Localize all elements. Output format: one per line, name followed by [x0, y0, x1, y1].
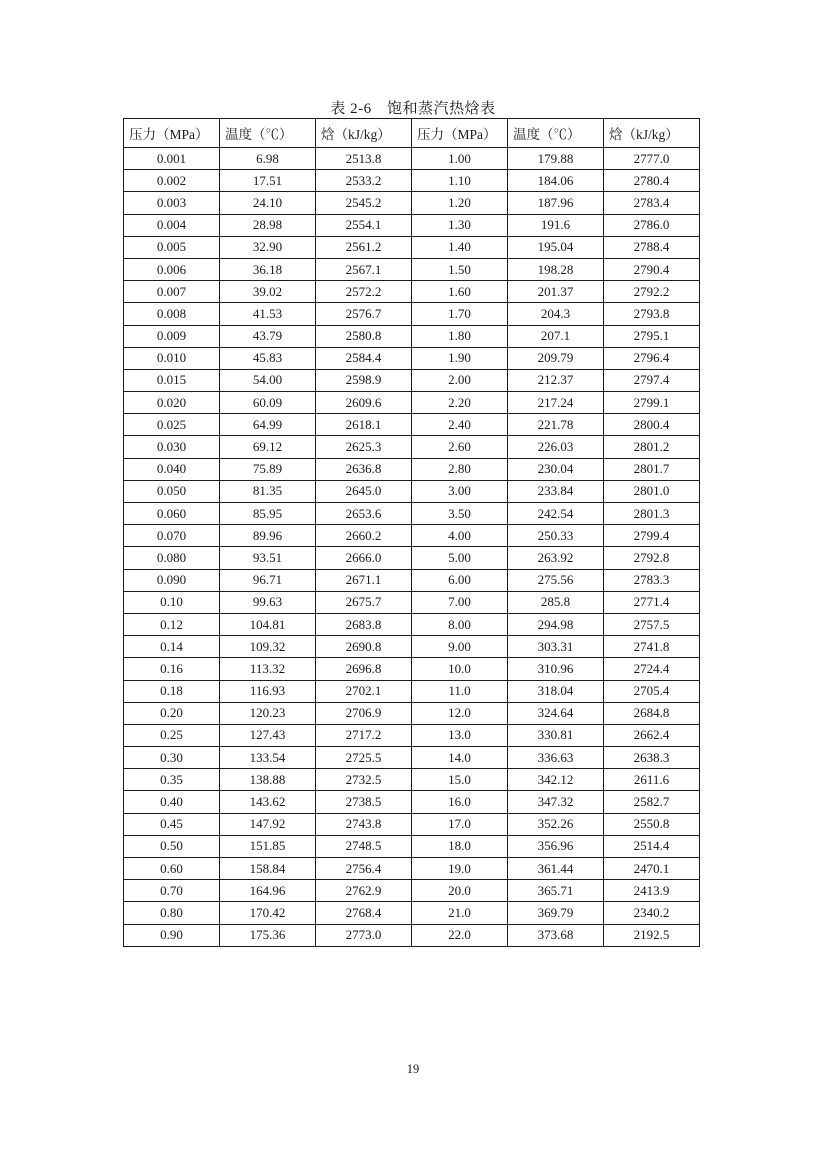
- table-cell: 2671.1: [316, 569, 412, 591]
- table-cell: 2611.6: [604, 769, 700, 791]
- table-cell: 2768.4: [316, 902, 412, 924]
- table-cell: 0.090: [124, 569, 220, 591]
- table-cell: 0.010: [124, 347, 220, 369]
- table-row: [124, 658, 700, 680]
- table-cell: 12.0: [412, 702, 508, 724]
- table-cell: 198.28: [508, 258, 604, 280]
- table-cell: 352.26: [508, 813, 604, 835]
- table-cell: 0.30: [124, 747, 220, 769]
- table-cell: 143.62: [220, 791, 316, 813]
- table-cell: 28.98: [220, 214, 316, 236]
- column-header: 压力（MPa）: [124, 119, 220, 148]
- table-cell: 85.95: [220, 503, 316, 525]
- table-cell: 0.005: [124, 236, 220, 258]
- table-cell: 212.37: [508, 369, 604, 391]
- table-cell: 0.80: [124, 902, 220, 924]
- table-cell: 10.0: [412, 658, 508, 680]
- table-header: [124, 119, 700, 148]
- column-header: 温度（℃）: [220, 119, 316, 148]
- table-cell: 2748.5: [316, 835, 412, 857]
- table-row: [124, 547, 700, 569]
- table-cell: 6.00: [412, 569, 508, 591]
- table-cell: 310.96: [508, 658, 604, 680]
- table-cell: 294.98: [508, 613, 604, 635]
- table-cell: 0.60: [124, 858, 220, 880]
- table-cell: 209.79: [508, 347, 604, 369]
- table-cell: 2340.2: [604, 902, 700, 924]
- table-cell: 0.16: [124, 658, 220, 680]
- table-cell: 2800.4: [604, 414, 700, 436]
- table-row: [124, 591, 700, 613]
- table-cell: 2696.8: [316, 658, 412, 680]
- table-cell: 303.31: [508, 636, 604, 658]
- table-cell: 81.35: [220, 480, 316, 502]
- table-cell: 2470.1: [604, 858, 700, 880]
- table-cell: 2580.8: [316, 325, 412, 347]
- table-cell: 324.64: [508, 702, 604, 724]
- table-cell: 2618.1: [316, 414, 412, 436]
- table-cell: 2662.4: [604, 724, 700, 746]
- table-cell: 2771.4: [604, 591, 700, 613]
- table-cell: 250.33: [508, 525, 604, 547]
- table-cell: 1.00: [412, 148, 508, 170]
- table-cell: 0.030: [124, 436, 220, 458]
- table-row: [124, 325, 700, 347]
- table-cell: 2738.5: [316, 791, 412, 813]
- table-cell: 2780.4: [604, 170, 700, 192]
- table-cell: 2801.7: [604, 458, 700, 480]
- table-row: [124, 192, 700, 214]
- table-cell: 2.60: [412, 436, 508, 458]
- table-cell: 2724.4: [604, 658, 700, 680]
- table-cell: 285.8: [508, 591, 604, 613]
- table-cell: 2756.4: [316, 858, 412, 880]
- table-cell: 147.92: [220, 813, 316, 835]
- table-cell: 0.050: [124, 480, 220, 502]
- table-cell: 18.0: [412, 835, 508, 857]
- table-cell: 1.20: [412, 192, 508, 214]
- table-cell: 36.18: [220, 258, 316, 280]
- table-cell: 2.20: [412, 392, 508, 414]
- table-cell: 2550.8: [604, 813, 700, 835]
- table-cell: 217.24: [508, 392, 604, 414]
- table-cell: 1.90: [412, 347, 508, 369]
- table-row: [124, 148, 700, 170]
- table-cell: 19.0: [412, 858, 508, 880]
- table-cell: 207.1: [508, 325, 604, 347]
- table-cell: 2.80: [412, 458, 508, 480]
- table-cell: 356.96: [508, 835, 604, 857]
- table-cell: 342.12: [508, 769, 604, 791]
- table-cell: 2783.4: [604, 192, 700, 214]
- table-cell: 361.44: [508, 858, 604, 880]
- table-row: [124, 347, 700, 369]
- table-cell: 0.25: [124, 724, 220, 746]
- table-cell: 21.0: [412, 902, 508, 924]
- table-row: [124, 214, 700, 236]
- table-cell: 2796.4: [604, 347, 700, 369]
- table-cell: 373.68: [508, 924, 604, 946]
- table-cell: 2653.6: [316, 503, 412, 525]
- table-cell: 2773.0: [316, 924, 412, 946]
- table-cell: 2645.0: [316, 480, 412, 502]
- table-row: [124, 503, 700, 525]
- table-cell: 75.89: [220, 458, 316, 480]
- table-cell: 1.40: [412, 236, 508, 258]
- table-cell: 13.0: [412, 724, 508, 746]
- table-cell: 2801.2: [604, 436, 700, 458]
- table-cell: 201.37: [508, 281, 604, 303]
- table-cell: 60.09: [220, 392, 316, 414]
- table-cell: 2795.1: [604, 325, 700, 347]
- table-cell: 221.78: [508, 414, 604, 436]
- column-header: 焓（kJ/kg）: [604, 119, 700, 148]
- table-row: [124, 880, 700, 902]
- table-title: 表 2-6 饱和蒸汽热焓表: [330, 101, 496, 117]
- table-cell: 3.00: [412, 480, 508, 502]
- table-cell: 1.80: [412, 325, 508, 347]
- table-cell: 2192.5: [604, 924, 700, 946]
- table-cell: 2790.4: [604, 258, 700, 280]
- table-cell: 2799.4: [604, 525, 700, 547]
- table-cell: 0.008: [124, 303, 220, 325]
- table-cell: 0.10: [124, 591, 220, 613]
- table-cell: 0.080: [124, 547, 220, 569]
- table-cell: 336.63: [508, 747, 604, 769]
- table-cell: 369.79: [508, 902, 604, 924]
- table-cell: 2801.3: [604, 503, 700, 525]
- table-cell: 2576.7: [316, 303, 412, 325]
- table-cell: 64.99: [220, 414, 316, 436]
- table-cell: 0.040: [124, 458, 220, 480]
- table-cell: 2567.1: [316, 258, 412, 280]
- table-cell: 175.36: [220, 924, 316, 946]
- table-cell: 0.70: [124, 880, 220, 902]
- table-row: [124, 525, 700, 547]
- table-cell: 24.10: [220, 192, 316, 214]
- table-cell: 0.50: [124, 835, 220, 857]
- table-cell: 184.06: [508, 170, 604, 192]
- table-cell: 22.0: [412, 924, 508, 946]
- table-row: [124, 414, 700, 436]
- table-cell: 1.50: [412, 258, 508, 280]
- table-row: [124, 458, 700, 480]
- table-cell: 2725.5: [316, 747, 412, 769]
- table-cell: 0.004: [124, 214, 220, 236]
- table-cell: 2561.2: [316, 236, 412, 258]
- table-cell: 17.0: [412, 813, 508, 835]
- table-cell: 41.53: [220, 303, 316, 325]
- table-cell: 2684.8: [604, 702, 700, 724]
- table-cell: 191.6: [508, 214, 604, 236]
- table-cell: 93.51: [220, 547, 316, 569]
- table-cell: 2513.8: [316, 148, 412, 170]
- table-row: [124, 902, 700, 924]
- table-cell: 2554.1: [316, 214, 412, 236]
- table-cell: 2799.1: [604, 392, 700, 414]
- table-cell: 2705.4: [604, 680, 700, 702]
- table-cell: 4.00: [412, 525, 508, 547]
- table-row: [124, 369, 700, 391]
- table-row: [124, 613, 700, 635]
- table-cell: 230.04: [508, 458, 604, 480]
- table-cell: 226.03: [508, 436, 604, 458]
- table-row: [124, 392, 700, 414]
- table-cell: 263.92: [508, 547, 604, 569]
- table-row: [124, 236, 700, 258]
- table-row: [124, 480, 700, 502]
- table-cell: 69.12: [220, 436, 316, 458]
- table-cell: 233.84: [508, 480, 604, 502]
- table-row: [124, 702, 700, 724]
- table-cell: 318.04: [508, 680, 604, 702]
- table-cell: 3.50: [412, 503, 508, 525]
- table-cell: 2.00: [412, 369, 508, 391]
- table-cell: 17.51: [220, 170, 316, 192]
- table-cell: 164.96: [220, 880, 316, 902]
- table-cell: 7.00: [412, 591, 508, 613]
- table-cell: 2717.2: [316, 724, 412, 746]
- table-cell: 0.40: [124, 791, 220, 813]
- table-row: [124, 835, 700, 857]
- saturated-steam-enthalpy-table: [123, 118, 700, 947]
- table-cell: 2545.2: [316, 192, 412, 214]
- table-cell: 0.015: [124, 369, 220, 391]
- table-cell: 1.70: [412, 303, 508, 325]
- table-row: [124, 813, 700, 835]
- table-cell: 195.04: [508, 236, 604, 258]
- table-cell: 2706.9: [316, 702, 412, 724]
- column-header: 温度（℃）: [508, 119, 604, 148]
- table-cell: 2788.4: [604, 236, 700, 258]
- table-cell: 2.40: [412, 414, 508, 436]
- table-cell: 0.12: [124, 613, 220, 635]
- table-cell: 104.81: [220, 613, 316, 635]
- table-cell: 0.35: [124, 769, 220, 791]
- table-cell: 2786.0: [604, 214, 700, 236]
- table-cell: 43.79: [220, 325, 316, 347]
- table-cell: 2638.3: [604, 747, 700, 769]
- table-cell: 2533.2: [316, 170, 412, 192]
- table-cell: 1.10: [412, 170, 508, 192]
- table-cell: 2625.3: [316, 436, 412, 458]
- table-cell: 127.43: [220, 724, 316, 746]
- table-cell: 0.025: [124, 414, 220, 436]
- table-row: [124, 170, 700, 192]
- table-cell: 8.00: [412, 613, 508, 635]
- table-cell: 204.3: [508, 303, 604, 325]
- table-cell: 2413.9: [604, 880, 700, 902]
- table-cell: 2797.4: [604, 369, 700, 391]
- table-cell: 0.007: [124, 281, 220, 303]
- table-cell: 2675.7: [316, 591, 412, 613]
- table-cell: 2598.9: [316, 369, 412, 391]
- table-cell: 330.81: [508, 724, 604, 746]
- table-cell: 0.060: [124, 503, 220, 525]
- table-cell: 2690.8: [316, 636, 412, 658]
- table-row: [124, 724, 700, 746]
- table-cell: 2777.0: [604, 148, 700, 170]
- table-cell: 1.60: [412, 281, 508, 303]
- table-cell: 133.54: [220, 747, 316, 769]
- table-cell: 96.71: [220, 569, 316, 591]
- table-cell: 2783.3: [604, 569, 700, 591]
- column-header: 焓（kJ/kg）: [316, 119, 412, 148]
- table-cell: 0.45: [124, 813, 220, 835]
- table-row: [124, 924, 700, 946]
- table-cell: 0.003: [124, 192, 220, 214]
- table-cell: 2757.5: [604, 613, 700, 635]
- table-row: [124, 791, 700, 813]
- table-cell: 347.32: [508, 791, 604, 813]
- table-cell: 179.88: [508, 148, 604, 170]
- table-cell: 120.23: [220, 702, 316, 724]
- table-cell: 0.90: [124, 924, 220, 946]
- table-cell: 2666.0: [316, 547, 412, 569]
- table-row: [124, 680, 700, 702]
- table-cell: 45.83: [220, 347, 316, 369]
- table-cell: 15.0: [412, 769, 508, 791]
- table-cell: 32.90: [220, 236, 316, 258]
- table-cell: 2762.9: [316, 880, 412, 902]
- column-header: 压力（MPa）: [412, 119, 508, 148]
- table-cell: 113.32: [220, 658, 316, 680]
- table-row: [124, 303, 700, 325]
- table-cell: 2801.0: [604, 480, 700, 502]
- table-cell: 0.002: [124, 170, 220, 192]
- table-cell: 275.56: [508, 569, 604, 591]
- table-cell: 2702.1: [316, 680, 412, 702]
- table-cell: 116.93: [220, 680, 316, 702]
- table-cell: 2792.2: [604, 281, 700, 303]
- table-cell: 2660.2: [316, 525, 412, 547]
- table-cell: 2514.4: [604, 835, 700, 857]
- table-cell: 99.63: [220, 591, 316, 613]
- table-cell: 170.42: [220, 902, 316, 924]
- table-cell: 5.00: [412, 547, 508, 569]
- table-cell: 365.71: [508, 880, 604, 902]
- table-cell: 138.88: [220, 769, 316, 791]
- table-cell: 242.54: [508, 503, 604, 525]
- table-cell: 187.96: [508, 192, 604, 214]
- table-cell: 0.18: [124, 680, 220, 702]
- table-cell: 6.98: [220, 148, 316, 170]
- table-cell: 2609.6: [316, 392, 412, 414]
- header-row: [124, 119, 700, 148]
- table-cell: 0.001: [124, 148, 220, 170]
- table-cell: 2683.8: [316, 613, 412, 635]
- table-cell: 158.84: [220, 858, 316, 880]
- table-cell: 0.006: [124, 258, 220, 280]
- table-body: [124, 148, 700, 947]
- table-row: [124, 258, 700, 280]
- table-cell: 11.0: [412, 680, 508, 702]
- table-cell: 1.30: [412, 214, 508, 236]
- page-number: 19: [406, 1062, 420, 1076]
- table-cell: 2584.4: [316, 347, 412, 369]
- table-row: [124, 436, 700, 458]
- table-row: [124, 858, 700, 880]
- table-cell: 2792.8: [604, 547, 700, 569]
- table-cell: 9.00: [412, 636, 508, 658]
- table-cell: 0.020: [124, 392, 220, 414]
- table-cell: 109.32: [220, 636, 316, 658]
- table-cell: 2793.8: [604, 303, 700, 325]
- table-cell: 0.20: [124, 702, 220, 724]
- table-cell: 2741.8: [604, 636, 700, 658]
- table-cell: 0.14: [124, 636, 220, 658]
- table-row: [124, 281, 700, 303]
- table-cell: 151.85: [220, 835, 316, 857]
- table-cell: 20.0: [412, 880, 508, 902]
- table-row: [124, 636, 700, 658]
- table-cell: 54.00: [220, 369, 316, 391]
- table-cell: 89.96: [220, 525, 316, 547]
- table-cell: 2572.2: [316, 281, 412, 303]
- table-cell: 0.009: [124, 325, 220, 347]
- table-cell: 2732.5: [316, 769, 412, 791]
- table-row: [124, 569, 700, 591]
- table-row: [124, 769, 700, 791]
- table-row: [124, 747, 700, 769]
- table-cell: 14.0: [412, 747, 508, 769]
- table-cell: 39.02: [220, 281, 316, 303]
- table-cell: 16.0: [412, 791, 508, 813]
- table-cell: 2582.7: [604, 791, 700, 813]
- table-cell: 2636.8: [316, 458, 412, 480]
- table-cell: 2743.8: [316, 813, 412, 835]
- table-cell: 0.070: [124, 525, 220, 547]
